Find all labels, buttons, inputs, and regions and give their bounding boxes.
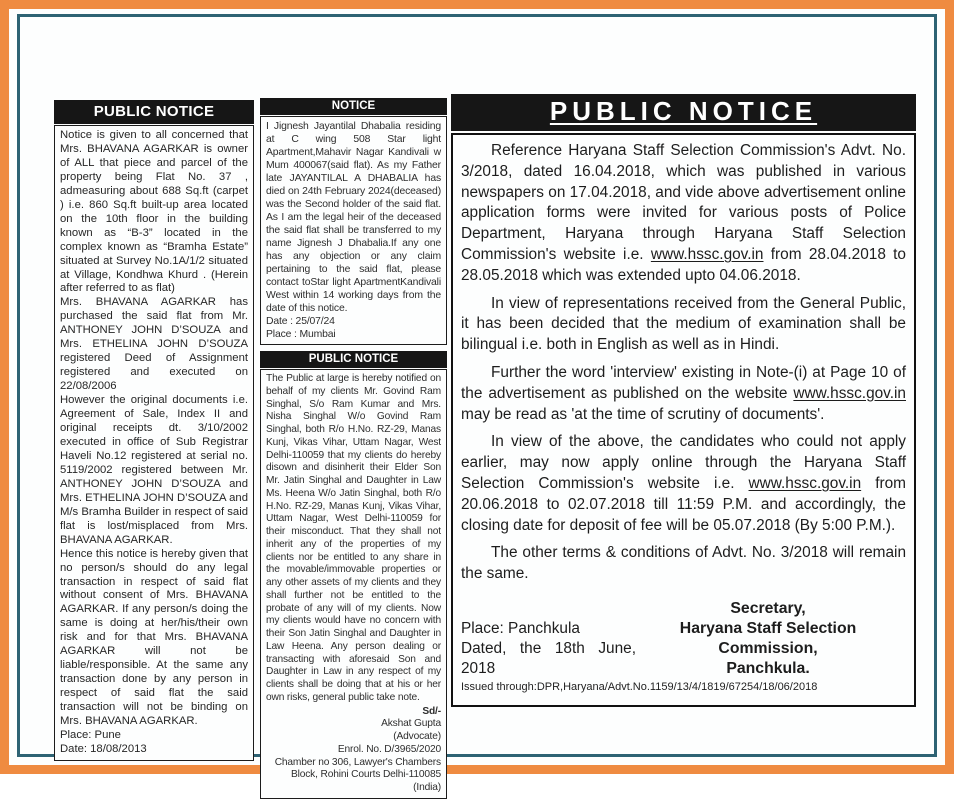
hssc-header-title: PUBLIC NOTICE [549,96,818,126]
sd-label: Sd/- [422,705,441,717]
notice-paragraph: In view of the above, the candidates who could not apply earlier, may now apply online through the Haryana Staff Selection Commission's website i.e. www.hssc.gov.in from 20.06.2018 to 02.07.2018 till 11:59 P.M. and accordingly, the closing date for deposit of fee will be 05.07.2018 (By 5:00 P.M.). [461,433,906,534]
notice-paragraph: Place: Pune [60,728,121,741]
agarkar-header-title: PUBLIC NOTICE [93,103,215,120]
notice-paragraph: I Jignesh Jayantilal Dhabalia residing at C wing 508 Star light Apartment,Mahavir Nagar Kandivali w Mum 400067(said flat). As my Father late JAYANTILAL A DHABALIA has died on 24th February 2024(deceased) was the Second holder of the said flat. As I am the legal heir of the deceased the said flat shall be transferred to my name Jignesh J Dhabalia.If any one has any objection or any claim pertaining to the said flat, please contact toStar light ApartmentKandivali West within 14 working days from the date of this notice. [266,121,441,314]
singhal-header-bar [260,351,447,368]
notice-column-agarkar [54,100,254,761]
notice-paragraph: Place : Mumbai [266,329,336,340]
agarkar-body [54,125,254,761]
singhal-header-title: PUBLIC NOTICE [308,353,399,365]
hssc-signature-block [636,599,900,679]
hssc-place: Place: Panchkula [461,619,580,637]
notice-paragraph: In view of representations received from the General Public, it has been decided that the medium of examination shall be bilingual i.e. both in English as well as in Hindi. [461,294,906,354]
singhal-paragraphs [266,373,441,705]
notice-paragraph: However the original documents i.e. Agreement of Sale, Index II and original receipts dt. 3/10/2002 executed in office of Sub Registrar Haveli No.12 registered at serial no. 5119/2002 registered between Mr. ANTHONEY JOHN D’SOUZA and Mrs. ETHELINA JOHN D’SOUZA and M/s Bramha Builder in respect of said flat is lost/misplaced from Mrs. BHAVANA AGARKAR. [60,394,248,546]
signature-line: Chamber no 306, Lawyer's Chambers [274,756,441,768]
notice-paragraph: The other terms & conditions of Advt. No. 3/2018 will remain the same. [461,544,906,583]
hssc-footer [461,599,906,679]
singhal-body [260,369,447,799]
notice-paragraph: The Public at large is hereby notified on behalf of my clients Mr. Govind Ram Singhal, S/o Ram Kumar and Mrs. Nisha Singhal W/o Govind Ram Singhal, both R/o H.No. RZ-29, Manas Kunj, Vikas Vihar, Uttam Nagar, West Delhi-110059 that my clients do hereby disown and disinherit their Elder Son Mr. Jatin Singhal and Daughter in Law Ms. Heena W/o Jatin Singhal, both R/o H.No. RZ-29, Manas Kunj, Vikas Vihar, Uttam Nagar, West Delhi-110059 for their misconduct. That they shall not inherit any of the properties of my clients nor be entitled to any share in the movable/immovable properties or any other assets of my clients and they shall further not be entitled to the probate of any will of my clients. Now my clients would have no concern with their Son Jatin Singhal and Daughter in Law Heena. Any person dealing or transacting with aforesaid Son and Daughter in Law in any respect of my clients shall be doing that at his or her own risks, general public take note. [266,373,441,703]
hssc-dated: Dated, the 18th June, 2018 [461,639,637,677]
dhabalia-body [260,116,447,345]
notice-paragraph: Notice is given to all concerned that Mrs. BHAVANA AGARKAR is owner of ALL that piece and parcel of the property being Flat No. 37 , admeasuring about 688 Sq.ft (carpet ) i.e. 860 Sq.ft built-up area located on the 10th floor in the building known as “B-3” located in the complex known as “Bramha Estate” situated at Survey No.1A/1/2 situated at Village, Kondhwa Khurd . (Herein after referred to as flat) [60,129,248,295]
agarkar-header-bar [54,100,254,124]
signature-line: Panchkula. [726,659,810,677]
hssc-issued-through: Issued through:DPR,Haryana/Advt.No.1159/13/4/1819/67254/18/06/2018 [461,680,818,693]
dhabalia-header-title: NOTICE [331,100,376,112]
hssc-body [451,133,916,707]
signature-line: Haryana Staff Selection Commission, [679,619,857,657]
hssc-header-bar [451,94,916,131]
hssc-place-date [461,619,636,679]
notice-paragraph: Mrs. BHAVANA AGARKAR has purchased the said flat from Mr. ANTHONEY JOHN D’SOUZA and Mrs. ETHELINA JOHN D’SOUZA registered Deed of Assignment registered and executed on 22/08/2006 [60,296,248,393]
signature-line: (Advocate) [393,731,441,742]
signature-line: Akshat Gupta [381,718,441,730]
hssc-paragraphs [461,141,906,585]
signature-line: Block, Rohini Courts Delhi-110085 (India) [290,769,441,793]
advocate-signature-block [266,706,441,795]
notice-paragraph: Hence this notice is hereby given that no person/s should do any legal transaction in respect of said flat without consent of Mrs. BHAVANA AGARKAR. If any person/s doing the same is doing at her/his/their own risk and for that Mrs. BHAVANA AGARKAR will not be liable/responsible. At the same any transaction done by any person in respect of said flat the said transaction will not be binding on Mrs. BHAVANA AGARKAR. [60,547,248,728]
signature-line: Secretary, [730,599,806,617]
signature-line: Enrol. No. D/3965/2020 [337,743,441,755]
notice-paragraph: Further the word 'interview' existing in Note-(i) at Page 10 of the advertisement as published on the website www.hssc.gov.in may be read as 'at the time of scrutiny of documents'. [461,363,906,423]
notice-column-hssc [451,94,916,707]
notice-paragraph: Date: 18/08/2013 [60,742,147,755]
notice-column-middle [260,98,447,799]
dhabalia-header-bar [260,98,447,115]
advocate-signature-lines [266,718,441,795]
notice-paragraph: Date : 25/07/24 [266,316,335,327]
notice-paragraph: Reference Haryana Staff Selection Commission's Advt. No. 3/2018, dated 16.04.2018, which was published in various newspapers on 17.04.2018, and vide above advertisement online application forms were invited for various posts of Police Department, Haryana through Haryana Staff Selection Commission's website i.e. www.hssc.gov.in from 28.04.2018 to 28.05.2018 which was extended upto 04.06.2018. [461,142,906,284]
